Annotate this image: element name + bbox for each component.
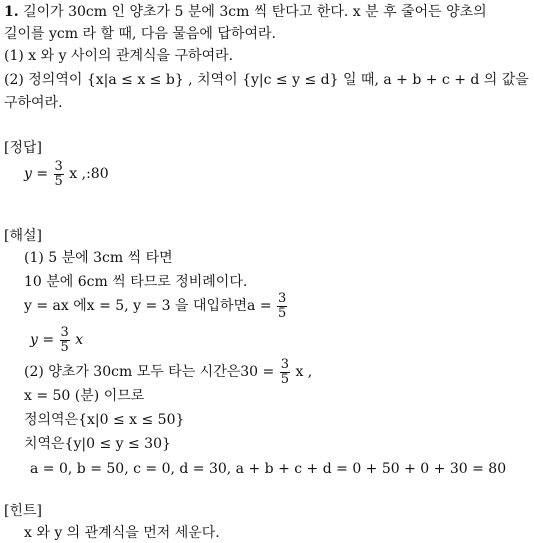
hint-header: [힌트]	[4, 503, 42, 519]
explanation-line-5-text: (2) 양초가 30cm 모두 타는 시간은30 =	[24, 364, 275, 380]
problem-line-2: 길이를 ycm 라 할 때, 다음 물음에 답하여라.	[4, 26, 276, 42]
answer-fraction-denominator: 5	[54, 173, 63, 189]
fraction-denominator: 5	[280, 371, 289, 387]
fraction-numerator: 3	[280, 356, 289, 372]
explanation-line-7: 정의역은{x|0 ≤ x ≤ 50}	[24, 412, 185, 428]
answer-fraction-numerator: 3	[54, 158, 63, 174]
explanation-line-5-fraction	[280, 358, 290, 387]
answer-suffix: x ,:80	[69, 166, 109, 182]
answer-prefix: y =	[24, 166, 49, 182]
problem-number: 1.	[4, 4, 19, 20]
explanation-line-4-fraction	[60, 326, 70, 355]
explanation-line-3-text: y = ax 에x = 5, y = 3 을 대입하면a =	[24, 298, 272, 314]
explanation-line-9: a = 0, b = 50, c = 0, d = 30, a + b + c + d = 0 + 50 + 0 + 30 = 80	[30, 461, 507, 477]
answer-fraction	[54, 160, 64, 189]
explanation-header: [해설]	[4, 228, 42, 244]
problem-line-1	[4, 2, 487, 22]
question-2-line-2: 구하여라.	[4, 95, 63, 111]
explanation-line-1: (1) 5 분에 3cm 씩 타면	[24, 250, 173, 266]
explanation-line-8: 치역은{y|0 ≤ y ≤ 30}	[24, 436, 171, 452]
hint-text: x 와 y 의 관계식을 먼저 세운다.	[24, 525, 220, 541]
explanation-line-2: 10 분에 6cm 씩 타므로 정비례이다.	[24, 274, 248, 290]
fraction-denominator: 5	[60, 339, 69, 355]
explanation-line-4	[30, 322, 83, 358]
question-2-line-1: (2) 정의역이 {x|a ≤ x ≤ b} , 치역이 {y|c ≤ y ≤ d} 일 때, a + b + c + d 의 값을	[4, 72, 529, 88]
explanation-line-3	[24, 288, 288, 324]
explanation-line-5	[24, 354, 312, 390]
answer-formula	[24, 156, 109, 192]
answer-header: [정답]	[4, 140, 42, 156]
explanation-line-4-prefix: y =	[30, 332, 55, 348]
problem-text-1: 길이가 30cm 인 양초가 5 분에 3cm 씩 탄다고 한다. x 분 후 줄어든 양초의	[23, 4, 487, 20]
explanation-line-6: x = 50 (분) 이므로	[24, 388, 145, 404]
question-1: (1) x 와 y 사이의 관계식을 구하여라.	[4, 48, 234, 64]
explanation-line-5-suffix: x ,	[295, 364, 313, 380]
fraction-numerator: 3	[60, 324, 69, 340]
explanation-line-3-fraction	[277, 292, 287, 321]
explanation-line-4-suffix: x	[75, 332, 84, 348]
fraction-numerator: 3	[278, 290, 287, 306]
fraction-denominator: 5	[278, 305, 287, 321]
